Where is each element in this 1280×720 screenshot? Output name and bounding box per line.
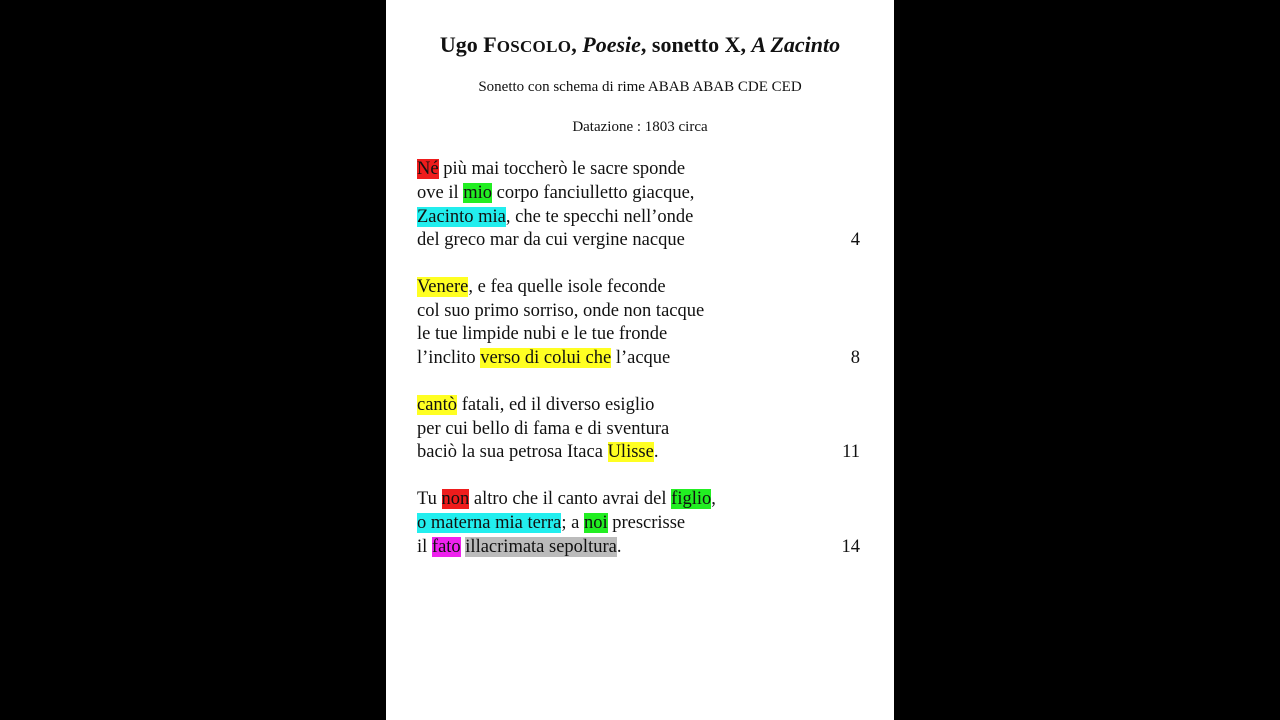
highlight-yellow: verso di colui che [480, 348, 612, 368]
verse-text: l’acque [611, 348, 671, 368]
highlight-gray: illacrimata sepoltura [465, 537, 617, 557]
rhyme-scheme-subtitle: Sonetto con schema di rime ABAB ABAB CDE CED [478, 79, 802, 95]
highlight-yellow: Ulisse [607, 442, 654, 462]
author-last-initial: F [483, 32, 497, 57]
verse-text: le tue limpide nubi e le tue fronde [417, 324, 668, 344]
verse-text: . [616, 537, 622, 557]
verse-text: , che te specchi nell’onde [505, 207, 694, 227]
work-title: Poesie [582, 32, 641, 57]
highlight-yellow: Venere [417, 277, 469, 297]
verse-line-6 [417, 299, 704, 323]
verse-line-11 [417, 440, 658, 464]
highlight-green: mio [463, 183, 493, 203]
verse-line-8 [417, 346, 670, 370]
verse-text: fatali, ed il diverso esiglio [457, 395, 655, 415]
verse-text: col suo primo sorriso, onde non tacque [417, 301, 705, 321]
highlight-cyan: o materna mia terra [417, 513, 562, 533]
verse-line-5 [417, 275, 666, 299]
verse-line-9 [417, 393, 654, 417]
highlight-green: figlio [671, 489, 712, 509]
line-number-4: 4 [850, 230, 860, 250]
line-number-11: 11 [842, 442, 860, 462]
verse-text: ; a [561, 513, 584, 533]
title-separator: , [571, 32, 583, 57]
highlight-red: non [441, 489, 470, 509]
verse-line-1 [417, 157, 685, 181]
highlight-red: Né [417, 159, 439, 179]
verse-line-4 [417, 228, 685, 252]
dating-line: Datazione : 1803 circa [572, 119, 708, 135]
verse-text: più mai toccherò le sacre sponde [438, 159, 686, 179]
verse-line-12 [417, 487, 716, 511]
poem-title: A Zacinto [751, 32, 841, 57]
verse-text: per cui bello di fama e di sventura [417, 419, 670, 439]
verse-line-14 [417, 535, 621, 559]
verse-text: , e fea quelle isole feconde [468, 277, 666, 297]
page-title [386, 32, 894, 58]
verse-line-2 [417, 181, 694, 205]
verse-text: l’inclito [417, 348, 481, 368]
line-number-14: 14 [841, 537, 860, 557]
verse-line-7 [417, 322, 667, 346]
verse-text: . [653, 442, 659, 462]
verse-text: Tu [417, 489, 442, 509]
verse-line-13 [417, 511, 685, 535]
verse-line-10 [417, 417, 669, 441]
verse-text: baciò la sua petrosa Itaca [417, 442, 608, 462]
verse-text: altro che il canto avrai del [469, 489, 672, 509]
verse-line-3 [417, 205, 693, 229]
verse-text: prescrisse [607, 513, 686, 533]
sonnet-number: , sonetto X, [640, 32, 752, 57]
verse-text: del greco mar da cui vergine nacque [417, 230, 685, 250]
verse-text: il [417, 537, 432, 557]
line-number-8: 8 [850, 348, 860, 368]
author-first-name: Ugo [439, 32, 484, 57]
verse-text: ove il [417, 183, 464, 203]
highlight-green: noi [583, 513, 608, 533]
verse-text: , [711, 489, 716, 509]
highlight-magenta: fato [431, 537, 461, 557]
highlight-yellow: cantò [417, 395, 458, 415]
verse-text: corpo fanciulletto giacque, [492, 183, 695, 203]
highlight-cyan: Zacinto mia [417, 207, 506, 227]
document-page [386, 0, 894, 720]
author-last-rest: OSCOLO [496, 37, 572, 56]
